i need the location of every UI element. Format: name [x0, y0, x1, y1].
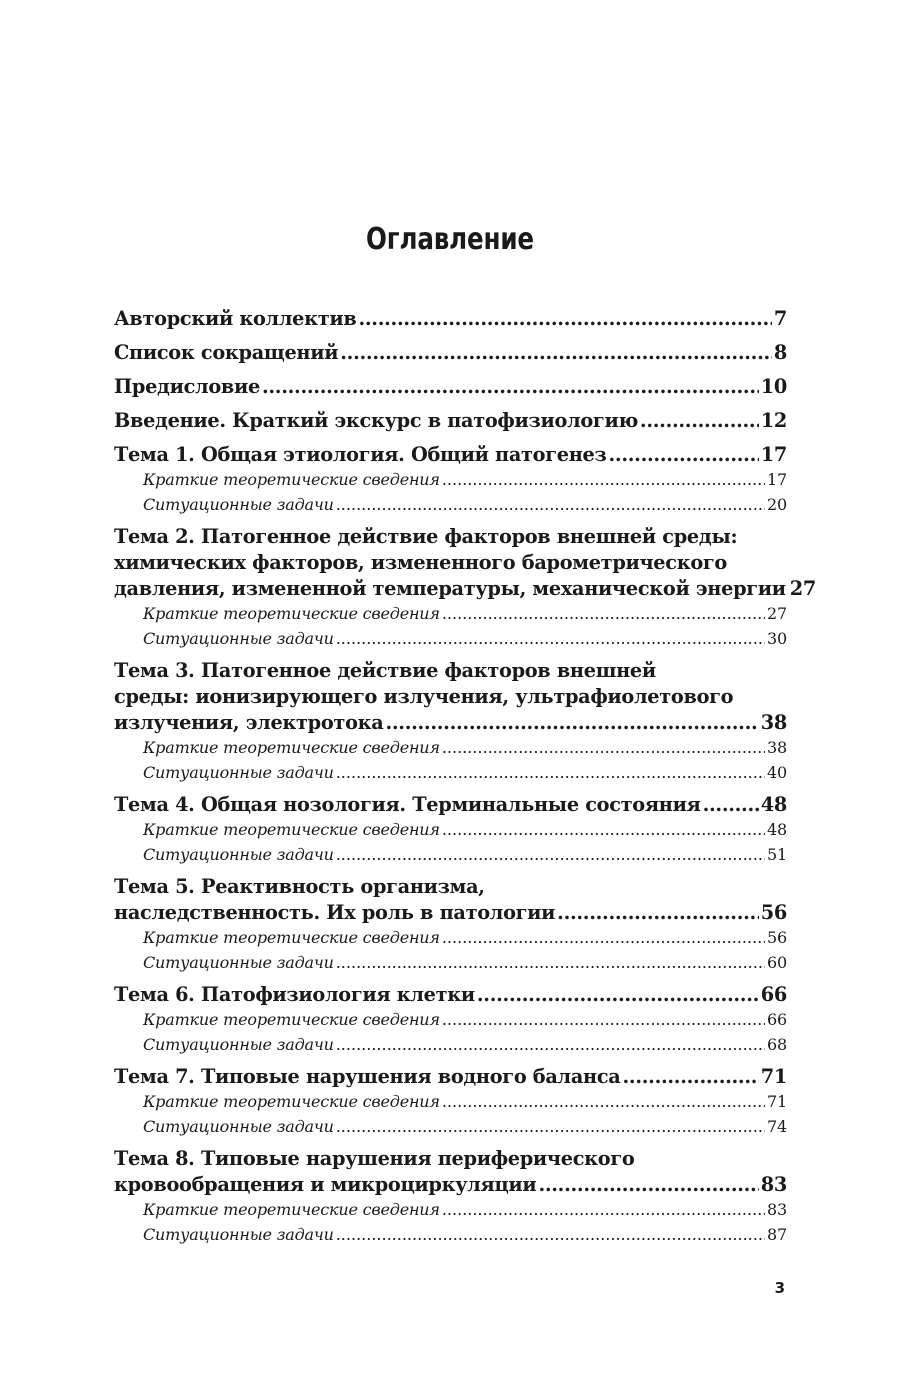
toc-subentry-title: Краткие теоретические сведения [143, 928, 440, 947]
toc-entry[interactable] [114, 982, 787, 1057]
toc-subentry-page: 38 [767, 738, 787, 757]
dot-leader [336, 1115, 765, 1140]
toc-entry[interactable] [114, 408, 787, 434]
toc-entry[interactable] [114, 524, 817, 651]
toc-entry-page: 71 [760, 1065, 787, 1088]
toc-subentry-page: 51 [767, 844, 787, 864]
toc-subentry[interactable] [114, 602, 787, 627]
toc-subentry-page: 20 [767, 494, 787, 514]
toc-subentry-title: Ситуационные задачи [143, 1116, 334, 1136]
toc-entry-main-line [114, 340, 787, 366]
toc-entry-page: 17 [760, 443, 787, 466]
dot-leader [703, 792, 759, 818]
toc-entry-title: Тема 1. Общая этиология. Общий патогенез [114, 443, 607, 466]
toc-subentry[interactable] [114, 1223, 787, 1248]
dot-leader [442, 818, 765, 843]
dot-leader [442, 602, 765, 627]
toc-entry-title: Авторский коллектив [114, 307, 357, 330]
dot-leader [442, 926, 765, 951]
dot-leader [336, 493, 765, 518]
toc-entry-title: Введение. Краткий экскурс в патофизиологию [114, 409, 638, 432]
toc-subentry[interactable] [114, 818, 787, 843]
toc-entry-page: 8 [773, 341, 787, 364]
toc-subentry[interactable] [114, 951, 787, 976]
toc-entry-title-line: Тема 8. Типовые нарушения периферического [114, 1147, 635, 1170]
toc-subentry[interactable] [114, 493, 787, 518]
dot-leader [336, 843, 765, 868]
toc-entry-title-line: химических факторов, измененного барометрического [114, 551, 727, 574]
toc-subentry-page: 27 [767, 604, 787, 623]
toc-subentry-page: 56 [767, 928, 787, 947]
toc-subentry-title: Ситуационные задачи [143, 762, 334, 782]
toc-subentry[interactable] [114, 468, 787, 493]
dot-leader [358, 306, 771, 332]
dot-leader [623, 1064, 759, 1090]
dot-leader [336, 627, 765, 652]
dot-leader [336, 761, 765, 786]
toc-subentry-title: Ситуационные задачи [143, 1224, 334, 1244]
toc-entry-title: излучения, электротока [114, 711, 384, 734]
dot-leader [442, 1008, 765, 1033]
dot-leader [336, 951, 765, 976]
toc-subentry-title: Краткие теоретические сведения [143, 470, 440, 489]
toc-subentry-page: 71 [767, 1092, 787, 1111]
table-of-contents [114, 306, 817, 1254]
dot-leader [385, 710, 758, 736]
dot-leader [442, 736, 765, 761]
toc-entry-title: Тема 6. Патофизиология клетки [114, 983, 475, 1006]
toc-subentry-title: Ситуационные задачи [143, 952, 334, 972]
toc-entry[interactable] [114, 306, 787, 332]
toc-entry-page: 56 [760, 901, 787, 924]
dot-leader [477, 982, 759, 1008]
toc-entry-page: 10 [760, 375, 787, 398]
toc-entry-main-line [114, 442, 787, 468]
toc-subentry-page: 87 [767, 1224, 787, 1244]
toc-entry-main-line [114, 900, 787, 926]
toc-entry-page: 27 [789, 577, 817, 600]
toc-entry[interactable] [114, 658, 787, 785]
toc-subentry-title: Ситуационные задачи [143, 844, 334, 864]
page-title: Оглавление [366, 222, 534, 257]
toc-subentry[interactable] [114, 761, 787, 786]
toc-entry-main-line [114, 1172, 787, 1198]
toc-subentry-page: 40 [767, 762, 787, 782]
toc-entry-page: 7 [773, 307, 787, 330]
dot-leader [557, 900, 759, 926]
toc-subentry-page: 60 [767, 952, 787, 972]
toc-subentry-title: Краткие теоретические сведения [143, 820, 440, 839]
toc-entry-main-line [114, 374, 787, 400]
toc-entry-main-line [114, 792, 787, 818]
toc-subentry[interactable] [114, 1198, 787, 1223]
toc-entry-title: Тема 4. Общая нозология. Терминальные состояния [114, 793, 701, 816]
toc-entry-title: Список сокращений [114, 341, 339, 364]
toc-subentry[interactable] [114, 627, 787, 652]
toc-subentry-page: 68 [767, 1034, 787, 1054]
toc-entry[interactable] [114, 442, 787, 517]
dot-leader [336, 1223, 765, 1248]
dot-leader [442, 1198, 765, 1223]
toc-entry-main-line [114, 576, 817, 602]
dot-leader [442, 468, 765, 493]
toc-entry-title: Предисловие [114, 375, 260, 398]
toc-entry-title-line: Тема 5. Реактивность организма, [114, 875, 485, 898]
toc-entry-page: 38 [760, 711, 787, 734]
page-number: 3 [774, 1279, 785, 1297]
toc-subentry[interactable] [114, 843, 787, 868]
toc-entry[interactable] [114, 340, 787, 366]
toc-entry-title: давления, измененной температуры, механической энергии [114, 577, 786, 600]
toc-entry[interactable] [114, 792, 787, 867]
toc-subentry-page: 83 [767, 1200, 787, 1219]
toc-entry-main-line [114, 306, 787, 332]
toc-subentry-page: 17 [767, 470, 787, 489]
toc-subentry[interactable] [114, 926, 787, 951]
toc-entry-page: 12 [760, 409, 787, 432]
toc-subentry-page: 66 [767, 1010, 787, 1029]
dot-leader [538, 1172, 758, 1198]
toc-subentry-title: Краткие теоретические сведения [143, 1010, 440, 1029]
toc-subentry[interactable] [114, 1033, 787, 1058]
toc-entry-main-line [114, 710, 787, 736]
toc-subentry-title: Ситуационные задачи [143, 1034, 334, 1054]
dot-leader [262, 374, 759, 400]
toc-entry-title-line: Тема 2. Патогенное действие факторов внешней среды: [114, 525, 738, 548]
toc-entry-title-line: среды: ионизирующего излучения, ультрафиолетового [114, 685, 734, 708]
toc-subentry[interactable] [114, 1115, 787, 1140]
toc-entry-page: 66 [760, 983, 787, 1006]
toc-subentry[interactable] [114, 1090, 787, 1115]
toc-subentry-title: Ситуационные задачи [143, 628, 334, 648]
dot-leader [442, 1090, 765, 1115]
toc-entry-title-line: Тема 3. Патогенное действие факторов внешней [114, 659, 656, 682]
toc-subentry-title: Краткие теоретические сведения [143, 738, 440, 757]
toc-subentry-title: Краткие теоретические сведения [143, 1092, 440, 1111]
toc-subentry-page: 30 [767, 628, 787, 648]
dot-leader [640, 408, 759, 434]
toc-subentry-title: Ситуационные задачи [143, 494, 334, 514]
toc-subentry[interactable] [114, 736, 787, 761]
toc-entry-page: 48 [760, 793, 787, 816]
toc-entry-page: 83 [760, 1173, 787, 1196]
toc-entry-title: наследственность. Их роль в патологии [114, 901, 556, 924]
toc-subentry-page: 48 [767, 820, 787, 839]
dot-leader [609, 442, 759, 468]
toc-entry[interactable] [114, 874, 787, 975]
toc-subentry[interactable] [114, 1008, 787, 1033]
toc-entry-main-line [114, 408, 787, 434]
dot-leader [336, 1033, 765, 1058]
toc-entry-title: кровообращения и микроциркуляции [114, 1173, 537, 1196]
toc-entry-title: Тема 7. Типовые нарушения водного баланса [114, 1065, 621, 1088]
toc-entry[interactable] [114, 374, 787, 400]
toc-subentry-page: 74 [767, 1116, 787, 1136]
toc-entry[interactable] [114, 1064, 787, 1139]
toc-subentry-title: Краткие теоретические сведения [143, 604, 440, 623]
toc-entry-main-line [114, 1064, 787, 1090]
dot-leader [340, 340, 772, 366]
toc-subentry-title: Краткие теоретические сведения [143, 1200, 440, 1219]
toc-entry-main-line [114, 982, 787, 1008]
toc-entry[interactable] [114, 1146, 787, 1247]
